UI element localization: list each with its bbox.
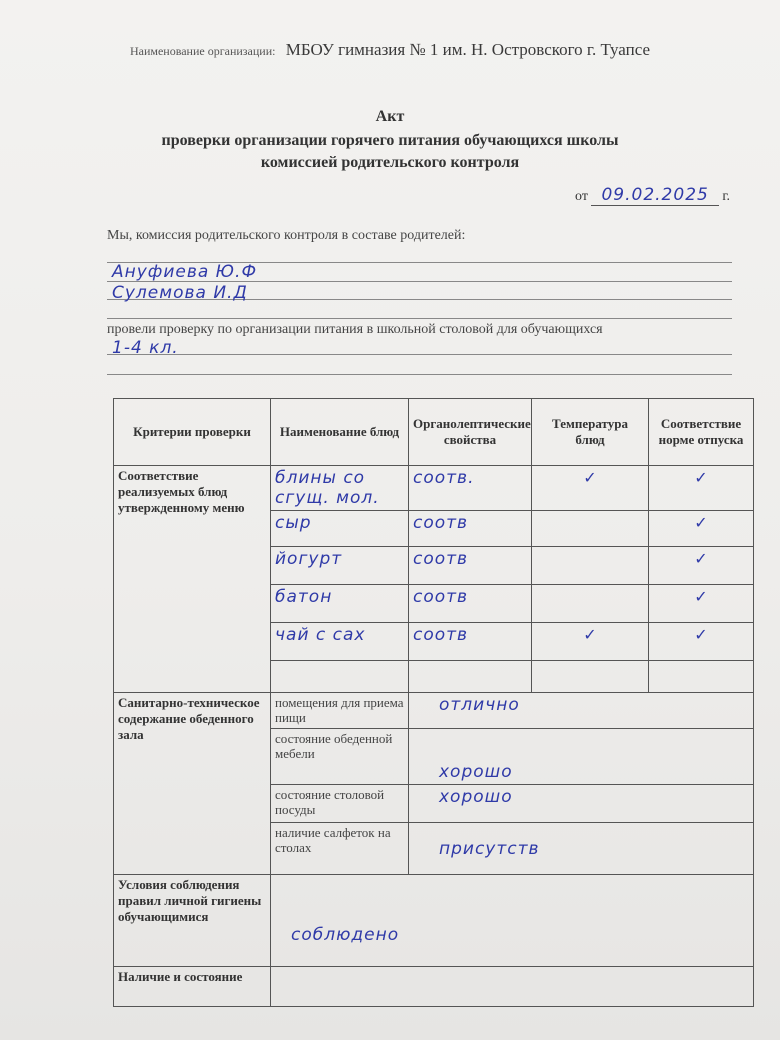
norm-check-icon bbox=[649, 661, 754, 693]
temperature-check-icon bbox=[532, 585, 649, 623]
organization-label: Наименование организации: bbox=[129, 44, 276, 58]
organoleptic-value bbox=[409, 661, 532, 693]
norm-check-icon: ✓ bbox=[649, 585, 754, 623]
date-prefix: от bbox=[575, 189, 588, 204]
header-criteria: Критерии проверки bbox=[114, 399, 271, 466]
organization-line bbox=[0, 40, 780, 60]
sanitary-item: наличие салфеток на столах bbox=[271, 823, 409, 875]
criteria-availability: Наличие и состояние bbox=[114, 967, 271, 1007]
commission-text: Мы, комиссия родительского контроля в составе родителей: bbox=[107, 228, 466, 243]
criteria-menu-compliance: Соответствие реализуемых блюд утвержденному меню bbox=[114, 466, 271, 693]
availability-value bbox=[271, 967, 754, 1007]
date-value: 09.02.2025 bbox=[591, 185, 718, 206]
header-norm: Соответствие норме отпуска bbox=[649, 399, 754, 466]
sanitary-value: отлично bbox=[409, 693, 754, 729]
criteria-hygiene: Условия соблюдения правил личной гигиены обучающимися bbox=[114, 875, 271, 967]
member-name: Ануфиева Ю.Ф bbox=[112, 262, 258, 282]
temperature-check-icon bbox=[532, 511, 649, 547]
temperature-check-icon bbox=[532, 547, 649, 585]
dish-name: блины со сгущ. мол. bbox=[271, 466, 409, 511]
table-row bbox=[114, 466, 754, 511]
act-title: Акт bbox=[375, 108, 405, 125]
organoleptic-value: соотв bbox=[409, 623, 532, 661]
table-row bbox=[114, 693, 754, 729]
inspection-table bbox=[113, 398, 754, 1007]
table-row bbox=[114, 875, 754, 967]
criteria-sanitary: Санитарно-техническое содержание обеденного зала bbox=[114, 693, 271, 875]
sanitary-item: состояние столовой посуды bbox=[271, 785, 409, 823]
temperature-check-icon: ✓ bbox=[532, 466, 649, 511]
temperature-check-icon bbox=[532, 661, 649, 693]
member-name: Сулемова И.Д bbox=[112, 283, 248, 303]
sanitary-value: присутств bbox=[409, 823, 754, 875]
dish-name: батон bbox=[271, 585, 409, 623]
header-dish-name: Наименование блюд bbox=[271, 399, 409, 466]
organoleptic-value: соотв bbox=[409, 547, 532, 585]
norm-check-icon: ✓ bbox=[649, 547, 754, 585]
act-subtitle-1: проверки организации горячего питания обучающихся школы bbox=[161, 132, 619, 149]
classes-line bbox=[107, 374, 732, 375]
header-organoleptic: Органолептические свойства bbox=[409, 399, 532, 466]
member-line bbox=[107, 318, 732, 319]
act-subtitle-2: комиссией родительского контроля bbox=[260, 154, 520, 171]
classes-value: 1-4 кл. bbox=[112, 338, 179, 358]
sanitary-item: состояние обеденной мебели bbox=[271, 729, 409, 785]
hygiene-value: соблюдено bbox=[271, 875, 754, 967]
dish-name: сыр bbox=[271, 511, 409, 547]
header-temperature: Температура блюд bbox=[532, 399, 649, 466]
norm-check-icon: ✓ bbox=[649, 511, 754, 547]
organoleptic-value: соотв. bbox=[409, 466, 532, 511]
temperature-check-icon: ✓ bbox=[532, 623, 649, 661]
sanitary-item: помещения для приема пищи bbox=[271, 693, 409, 729]
date-suffix: г. bbox=[722, 189, 730, 204]
check-text: провели проверку по организации питания в школьной столовой для обучающихся bbox=[107, 322, 603, 337]
dish-name: чай с сах bbox=[271, 623, 409, 661]
sanitary-value: хорошо bbox=[409, 729, 754, 785]
dish-name: йогурт bbox=[271, 547, 409, 585]
table-row bbox=[114, 967, 754, 1007]
norm-check-icon: ✓ bbox=[649, 466, 754, 511]
organization-name: МБОУ гимназия № 1 им. Н. Островского г. Туапсе bbox=[285, 40, 651, 59]
organoleptic-value: соотв bbox=[409, 511, 532, 547]
classes-line bbox=[107, 354, 732, 355]
act-date bbox=[575, 185, 730, 205]
organoleptic-value: соотв bbox=[409, 585, 532, 623]
norm-check-icon: ✓ bbox=[649, 623, 754, 661]
sanitary-value: хорошо bbox=[409, 785, 754, 823]
dish-name bbox=[271, 661, 409, 693]
table-header-row bbox=[114, 399, 754, 466]
